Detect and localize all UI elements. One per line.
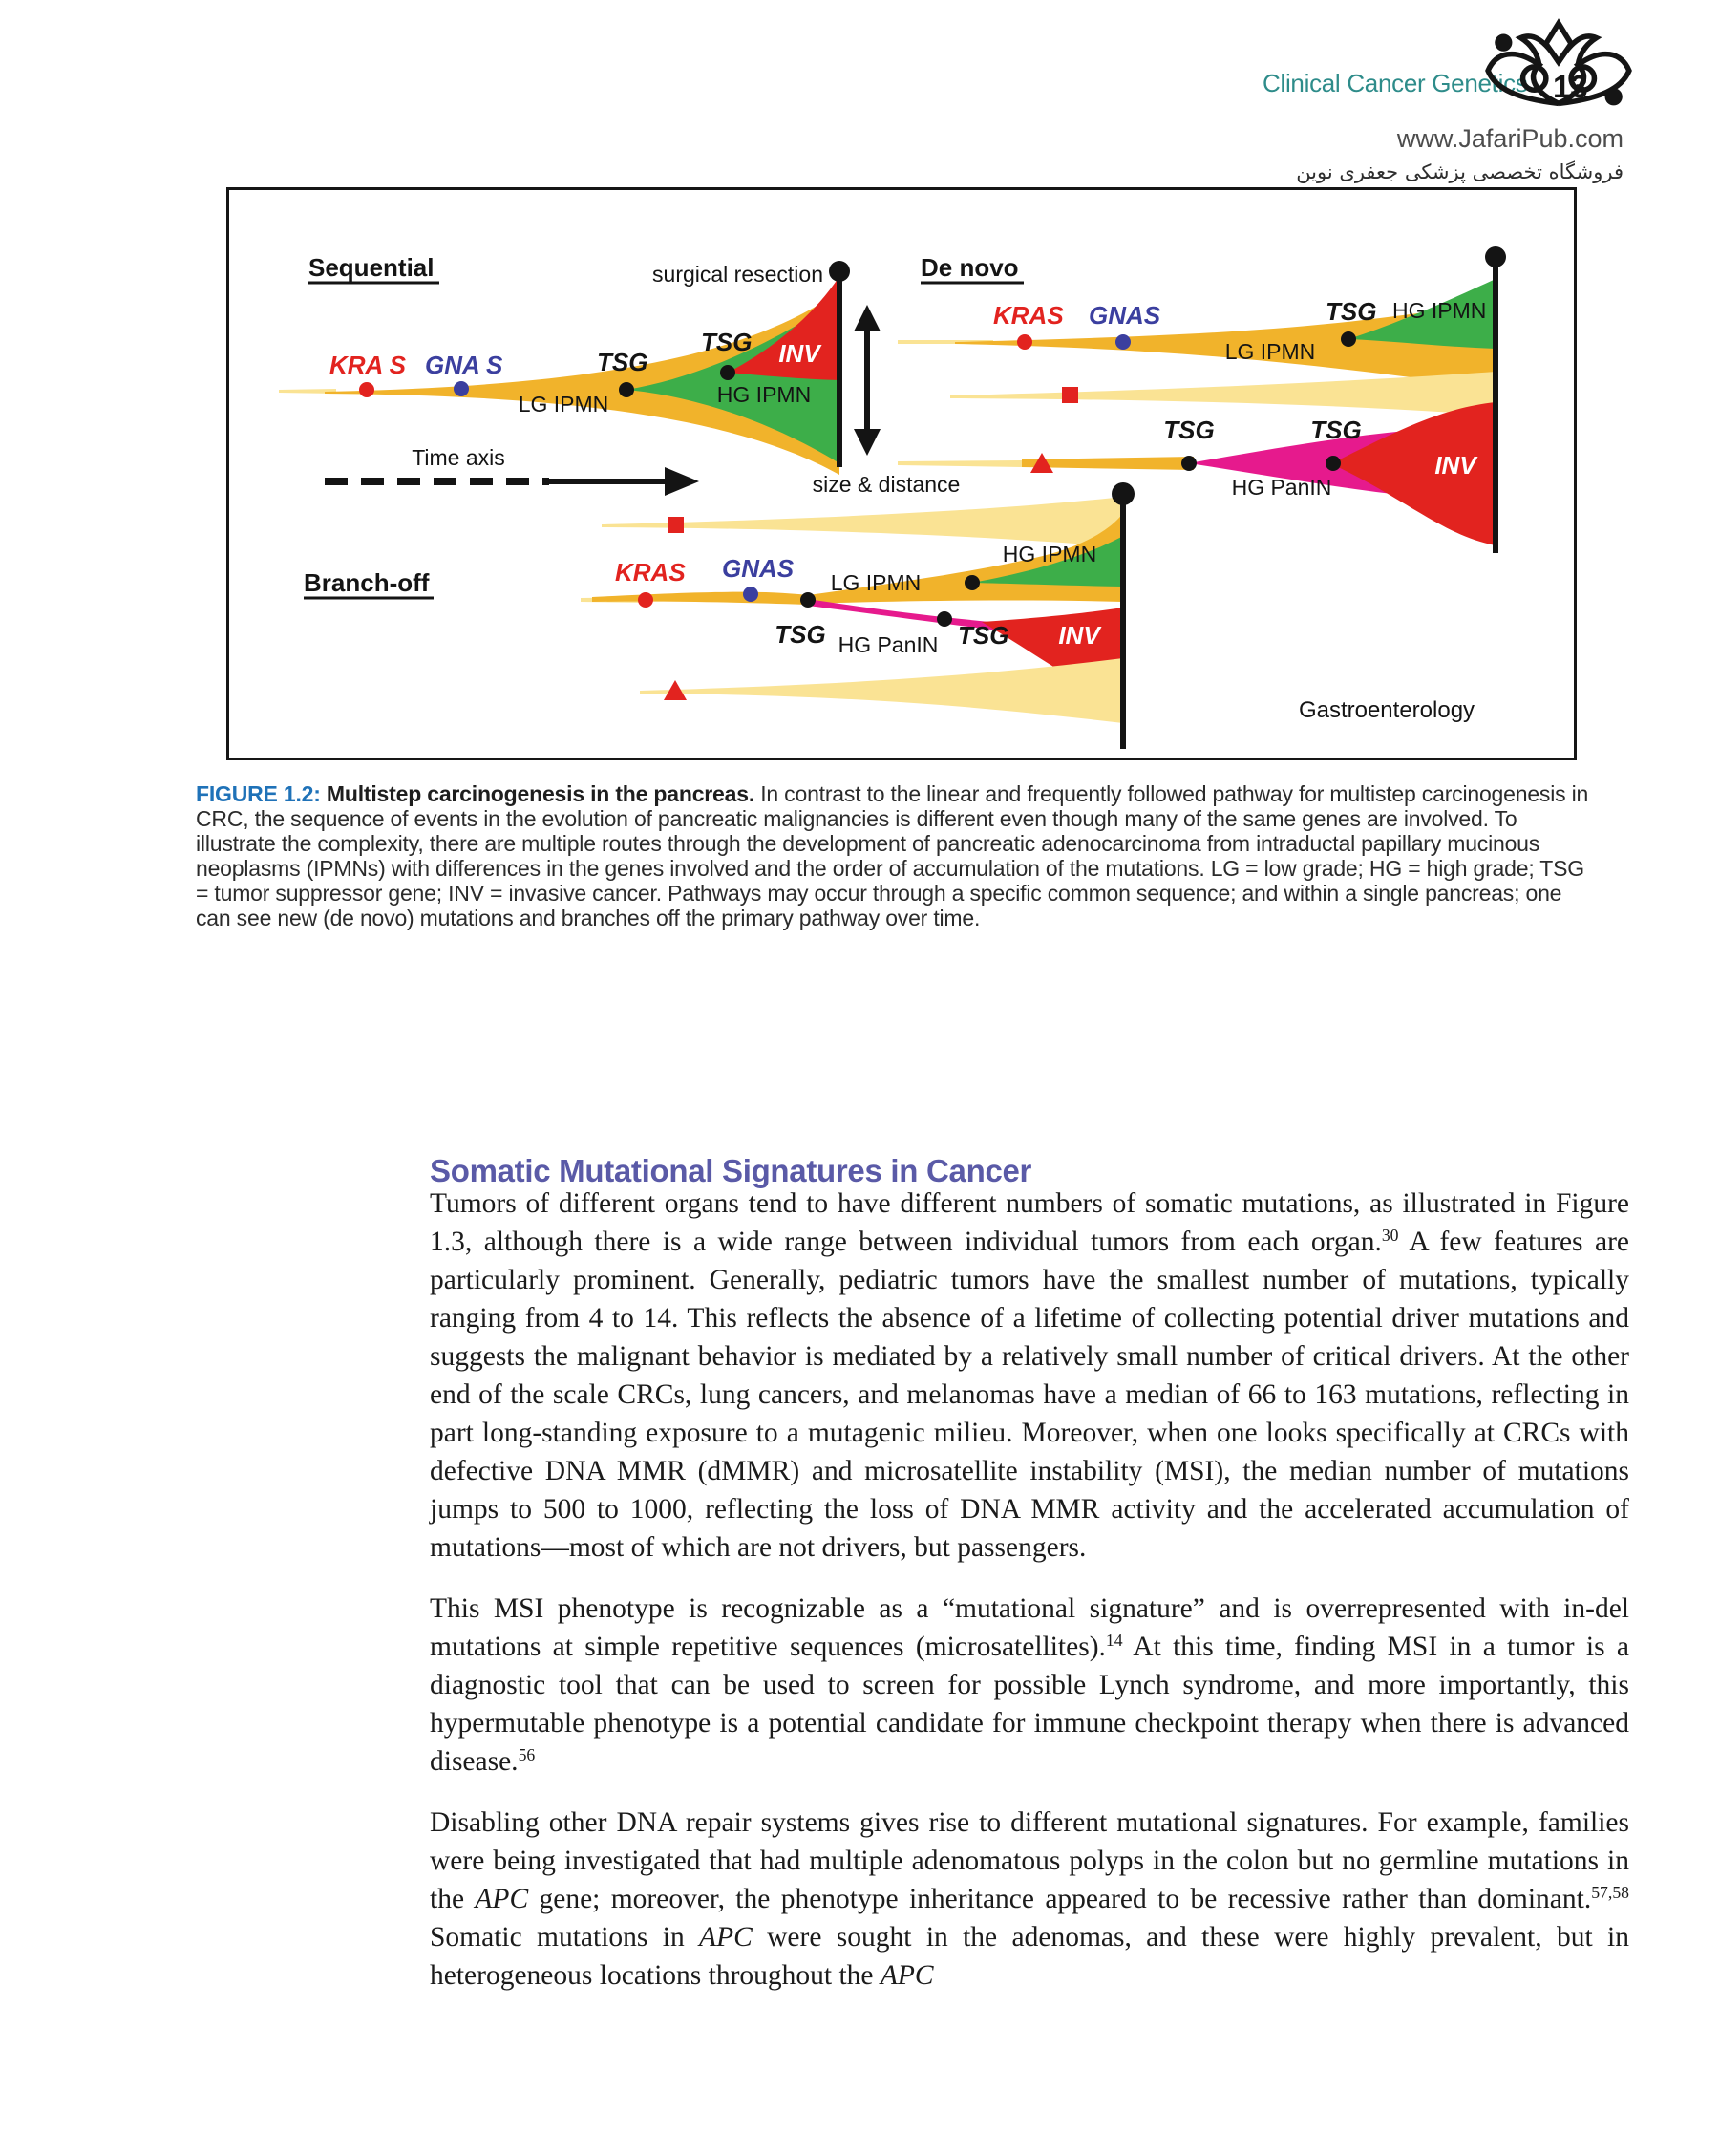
tsg-mutation-dot — [619, 382, 634, 397]
hg-ipmn-label: HG IPMN — [1002, 542, 1097, 566]
tsg-gene-label: TSG — [958, 621, 1009, 650]
gnas-mutation-dot — [743, 587, 758, 602]
branch-off-pathway — [304, 482, 1135, 749]
inv-label: INV — [1434, 451, 1476, 480]
tsg-gene-label: TSG — [1326, 297, 1377, 326]
kras-mutation-dot — [359, 382, 374, 397]
logo-dot-right — [1605, 88, 1623, 105]
new-mutation-square-marker — [668, 517, 684, 533]
kras-mutation-dot — [1017, 334, 1032, 350]
size-axis-arrow-up-icon — [854, 305, 881, 331]
paragraph: Tumors of different organs tend to have different numbers of somatic mutations, as illustrated in Figure 1.3, although there is a wide range between individual tumors from each organ.$^{30}$ A few features are particularly prominent. Generally, pediatric tumors have the smallest number of mutations, typically ranging from 4 to 14. This reflects the absence of a lifetime of collecting potential driver mutations and suggests the malignant behavior is mediated by a relatively small number of critical drivers. At the other end of the scale CRCs, lung cancers, and melanomas have a median of 66 to 163 mutations, reflecting in part long-standing exposure to a mutagenic milieu. Moreover, when one looks specifically at CRCs with defective DNA MMR (dMMR) and microsatellite instability (MSI), the median number of mutations jumps to 500 to 1000, reflecting the loss of DNA MMR activity and the accelerated accumulation of mutations—most of which are not drivers, but passengers. — [430, 1188, 1629, 1563]
hg-panin-label: HG PanIN — [838, 632, 939, 657]
figure-1-2 — [226, 187, 1577, 760]
hg-ipmn-label: HG IPMN — [716, 382, 812, 407]
tsg-mutation-dot — [1181, 456, 1197, 471]
kras-gene-label: KRAS — [615, 558, 686, 587]
sequential-pathway — [279, 253, 960, 497]
gnas-mutation-dot — [454, 381, 469, 396]
tsg-gene-label: TSG — [775, 620, 826, 649]
branch-off-lower-clone-wedge — [640, 658, 1123, 723]
new-mutation-square-marker — [1062, 387, 1078, 403]
surgical-resection-dot — [829, 261, 850, 282]
tsg-mutation-dot — [720, 365, 735, 380]
de-novo-leadin-line — [898, 460, 1022, 467]
paragraph: Disabling other DNA repair systems gives rise to different mutational signatures. For example, families were being investigated that had multiple adenomatous polyps in the colon but no germline mutations in the APC gene; moreover, the phenotype inheritance appeared to be recessive rather than dominant.$^{57,58}$ Somatic mutations in APC were sought in the adenomas, and these were highly prevalent, but in heterogeneous locations throughout the APC — [430, 1807, 1629, 1991]
tsg-mutation-dot — [937, 611, 952, 627]
de-novo-resection-dot — [1485, 246, 1506, 267]
gnas-gene-label: GNAS — [1089, 301, 1161, 330]
publisher-name-persian: فروشگاه تخصصی پزشکی جعفری نوین — [1296, 160, 1624, 183]
tsg-gene-label: TSG — [701, 328, 753, 356]
kras-gene-label: KRAS — [993, 301, 1064, 330]
de-novo-label: De novo — [921, 253, 1019, 282]
time-axis-arrowhead-icon — [665, 467, 699, 496]
time-axis-label: Time axis — [412, 445, 505, 470]
paragraph: This MSI phenotype is recognizable as a “mutational signature” and is overrepresented with in-del mutations at simple repetitive sequences (microsatellites).$^{14}$ At this time, finding MSI in a tumor is a diagnostic tool that can be used to screen for possible Lynch syndrome, and more importantly, this hypermutable phenotype is a potential candidate for immune checkpoint therapy when there is advanced disease.$^{56}$ — [430, 1593, 1629, 1777]
de-novo-new-clone-wedge — [950, 372, 1496, 416]
page-number: 13 — [1553, 69, 1588, 104]
running-head-title: Clinical Cancer Genetics — [1263, 69, 1528, 97]
tsg-gene-label: TSG — [1163, 416, 1215, 444]
gnas-mutation-dot — [1115, 334, 1131, 350]
size-distance-label: size & distance — [812, 472, 961, 497]
branch-off-trunk-strip — [592, 592, 808, 605]
inv-label: INV — [1058, 621, 1100, 650]
tsg-gene-label: TSG — [1310, 416, 1362, 444]
inv-label: INV — [778, 339, 820, 368]
lg-ipmn-label: LG IPMN — [1224, 339, 1316, 364]
hg-ipmn-label: HG IPMN — [1392, 298, 1487, 323]
kras-mutation-dot — [638, 592, 653, 608]
branch-off-label: Branch-off — [304, 568, 430, 597]
body-text — [430, 1185, 1629, 2017]
time-axis — [325, 445, 699, 496]
publisher-website: www.JafariPub.com — [1396, 124, 1624, 153]
figure-caption: FIGURE 1.2: Multistep carcinogenesis in the pancreas. In contrast to the linear and frequently followed pathway for multistep carcinogenesis in CRC, the sequence of events in the evolution of pancreatic malignancies is different even though many of the same genes are involved. To illustrate the complexity, there are multiple routes through the development of pancreatic adenocarcinoma from intraductal papillary mucinous neoplasms (IPMNs) with differences in the genes involved and the order of accumulation of the mutations. LG = low grade; HG = high grade; TSG = tumor suppressor gene; INV = invasive cancer. Pathways may occur through a specific common sequence; and within a single pancreas; one can see new (de novo) mutations and branches off the primary pathway over time. — [196, 781, 1589, 930]
pancreas-carcinogenesis-diagram — [229, 190, 1574, 758]
surgical-resection-label: surgical resection — [652, 262, 823, 287]
de-novo-pathway — [898, 246, 1506, 553]
branch-mutation-dot — [965, 575, 980, 590]
size-axis-arrow-down-icon — [854, 429, 881, 456]
branch-off-resection-dot — [1112, 482, 1135, 505]
kras-gene-label: KRA S — [329, 351, 406, 379]
tsg-mutation-dot — [800, 592, 816, 608]
sequential-label: Sequential — [308, 253, 435, 282]
section-heading: Somatic Mutational Signatures in Cancer — [430, 1153, 1032, 1189]
logo-dot-left — [1495, 34, 1512, 52]
journal-credit: Gastroenterology — [1298, 697, 1475, 723]
gnas-gene-label: GNAS — [722, 554, 795, 583]
tsg-gene-label: TSG — [597, 348, 648, 376]
tsg-mutation-dot — [1341, 331, 1356, 347]
lg-ipmn-label: LG IPMN — [518, 392, 609, 416]
lg-ipmn-label: LG IPMN — [830, 570, 922, 595]
gnas-gene-label: GNA S — [425, 351, 503, 379]
tsg-mutation-dot — [1326, 456, 1341, 471]
hg-panin-label: HG PanIN — [1231, 475, 1332, 500]
